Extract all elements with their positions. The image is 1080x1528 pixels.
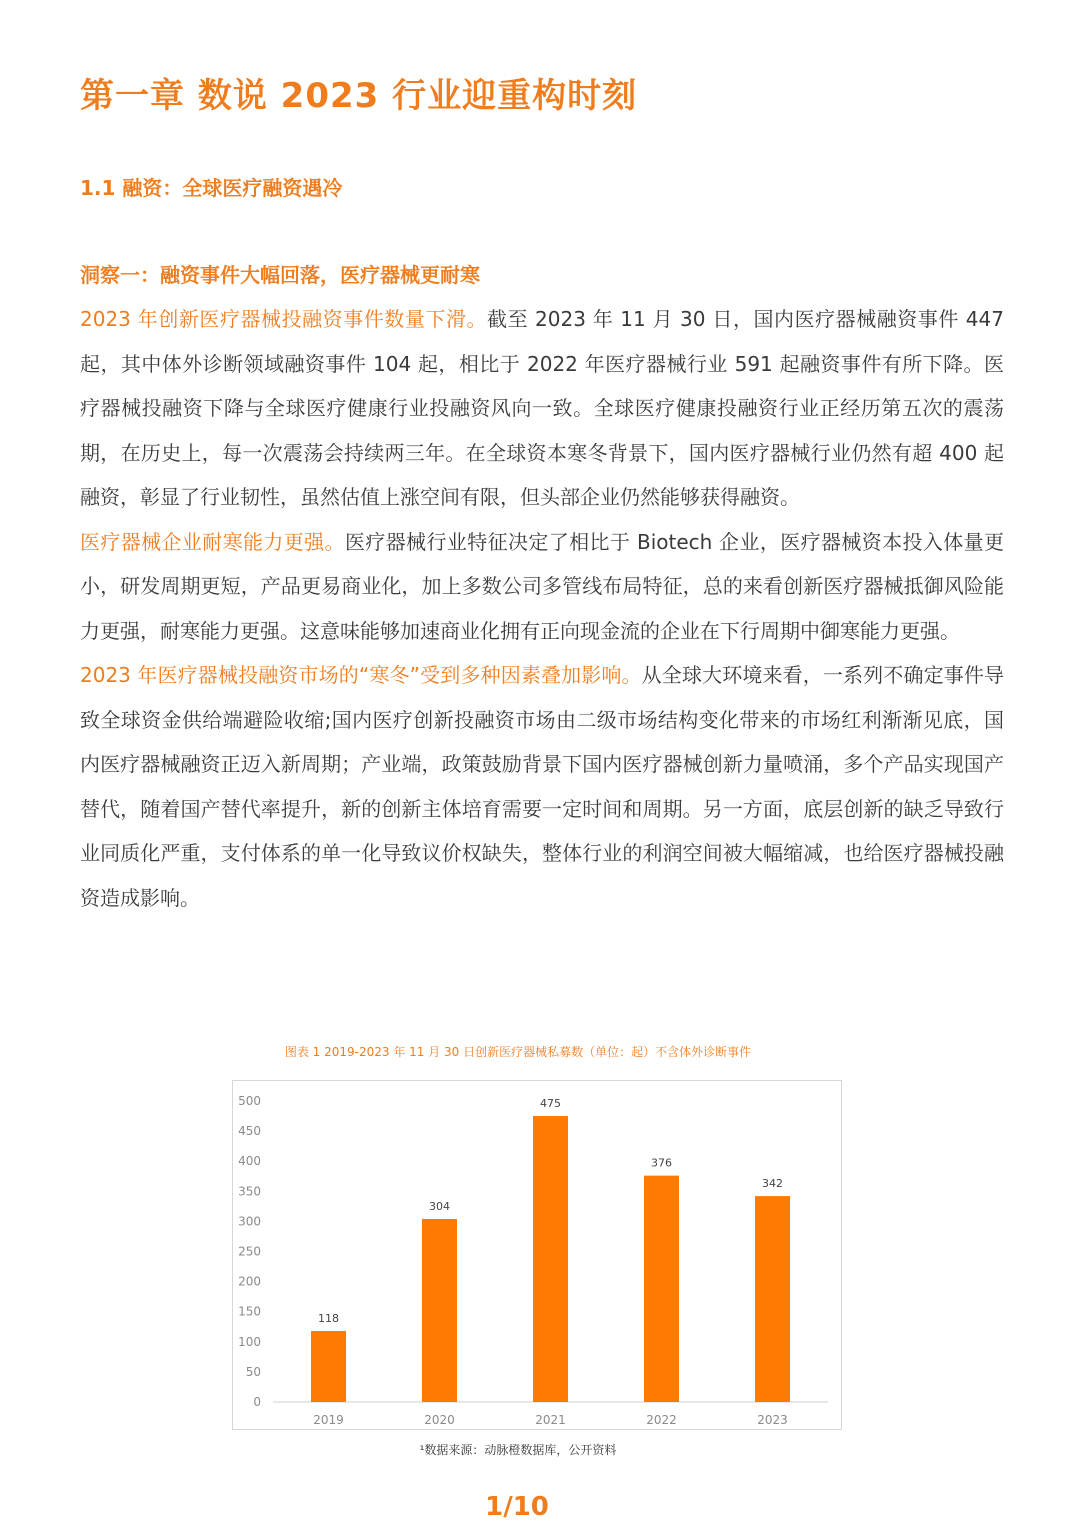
paragraph-2-text: 医疗器械行业特征决定了相比于 Biotech 企业，医疗器械资本投入体量更小，研发周期更短，产品更易商业化，加上多数公司多管线布局特征，总的来看创新医疗器械抵御风险能力更强，耐寒能力更强。这意味能够加速商业化拥有正向现金流的企业在下行周期中御寒能力更强。 (80, 529, 1004, 643)
y-tick-label: 200 (238, 1274, 261, 1289)
y-tick-label: 250 (238, 1244, 261, 1259)
page-number: 1/10 (485, 1492, 549, 1522)
x-tick-label-2022: 2022 (646, 1413, 677, 1427)
chapter-title: 第一章 数说 2023 行业迎重构时刻 (80, 76, 638, 116)
x-tick-label-2020: 2020 (424, 1413, 455, 1427)
bar-2021 (533, 1116, 568, 1402)
x-tick-label-2021: 2021 (535, 1413, 566, 1427)
y-tick-label: 450 (238, 1124, 261, 1139)
chart-source: ¹数据来源：动脉橙数据库，公开资料 (419, 1443, 617, 1457)
y-tick-label: 0 (253, 1395, 261, 1409)
paragraph-1 (80, 297, 1004, 520)
paragraph-1-highlight: 2023 年创新医疗器械投融资事件数量下滑。 (80, 307, 488, 331)
data-label-2023: 342 (762, 1177, 783, 1191)
y-tick-label: 100 (238, 1334, 261, 1349)
paragraph-1-text: 截至 2023 年 11 月 30 日，国内医疗器械融资事件 447 起，其中体外诊断领域融资事件 104 起，相比于 2022 年医疗器械行业 591 起融资事件有所下降。医疗器械投融资下降与全球医疗健康行业投融资风向一致。全球医疗健康投融资行业正经历第五次的震荡期，在历史上，每一次震荡会持续两三年。在全球资本寒冬背景下，国内医疗器械行业仍然有超 400 起融资，彰显了行业韧性，虽然估值上涨空间有限，但头部企业仍然能够获得融资。 (80, 307, 1004, 509)
y-tick-label: 150 (238, 1304, 261, 1319)
paragraph-2 (80, 520, 1004, 654)
data-label-2021: 475 (540, 1097, 561, 1111)
data-label-2019: 118 (318, 1311, 339, 1325)
chart-caption: 图表 1 2019-2023 年 11 月 30 日创新医疗器械私募数（单位：起）不含体外诊断事件 (284, 1045, 752, 1059)
data-label-2020: 304 (429, 1199, 450, 1213)
bar-2020 (422, 1219, 457, 1402)
chart-frame (232, 1080, 842, 1430)
bar-2019 (311, 1331, 346, 1402)
paragraph-3-text: 从全球大环境来看，一系列不确定事件导致全球资金供给端避险收缩;国内医疗创新投融资市场由二级市场结构变化带来的市场红利渐渐见底，国内医疗器械融资正迈入新周期；产业端，政策鼓励背景下国内医疗器械创新力量喷涌，多个产品实现国产替代，随着国产替代率提升，新的创新主体培育需要一定时间和周期。另一方面，底层创新的缺乏导致行业同质化严重，支付体系的单一化导致议价权缺失，整体行业的利润空间被大幅缩减，也给医疗器械投融资造成影响。 (80, 663, 1004, 910)
insight-title: 洞察一：融资事件大幅回落，医疗器械更耐寒 (80, 263, 480, 287)
bar-2022 (644, 1176, 679, 1402)
body-text (80, 297, 1004, 920)
y-tick-label: 350 (238, 1184, 261, 1199)
y-tick-label: 400 (238, 1154, 261, 1169)
x-tick-label-2023: 2023 (757, 1413, 788, 1427)
section-title: 1.1 融资：全球医疗融资遇冷 (80, 176, 343, 200)
data-label-2022: 376 (651, 1156, 672, 1170)
paragraph-2-highlight: 医疗器械企业耐寒能力更强。 (80, 529, 345, 554)
paragraph-3-highlight: 2023 年医疗器械投融资市场的“寒冬”受到多种因素叠加影响。 (80, 663, 642, 687)
bar-chart (233, 1081, 843, 1431)
y-tick-label: 500 (238, 1094, 261, 1108)
bar-2023 (755, 1196, 790, 1402)
x-tick-label-2019: 2019 (313, 1413, 344, 1427)
y-tick-label: 300 (238, 1214, 261, 1229)
paragraph-3 (80, 653, 1004, 920)
y-tick-label: 50 (245, 1364, 261, 1379)
